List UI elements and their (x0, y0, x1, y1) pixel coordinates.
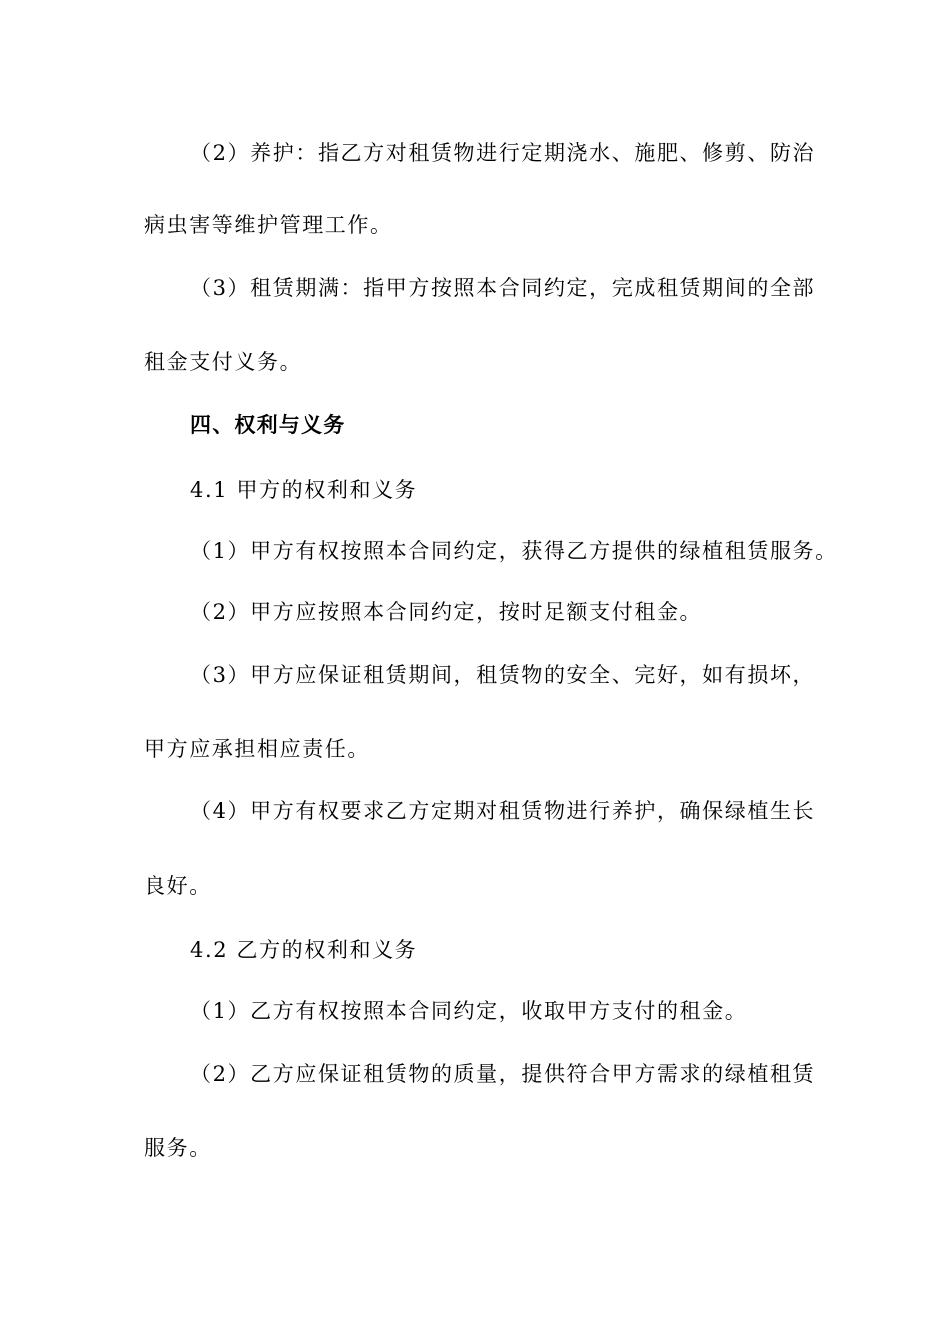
party-b-clause-2-cont: 服务。 (144, 1136, 212, 1160)
party-b-clause-2: （2）乙方应保证租赁物的质量，提供符合甲方需求的绿植租赁 (190, 1062, 816, 1086)
paragraph-maintenance-definition: （2）养护：指乙方对租赁物进行定期浇水、施肥、修剪、防治 (190, 141, 816, 165)
subsection-heading-party-b: 4.2 乙方的权利和义务 (190, 938, 418, 962)
paragraph-maintenance-definition-cont: 病虫害等维护管理工作。 (144, 213, 393, 237)
paragraph-lease-expiry-definition: （3）租赁期满：指甲方按照本合同约定，完成租赁期间的全部 (190, 276, 816, 300)
party-b-clause-1: （1）乙方有权按照本合同约定，收取甲方支付的租金。 (190, 999, 748, 1023)
party-a-clause-4-cont: 良好。 (144, 874, 212, 898)
party-a-clause-1: （1）甲方有权按照本合同约定，获得乙方提供的绿植租赁服务。 (190, 539, 838, 563)
party-a-clause-3-cont: 甲方应承担相应责任。 (144, 737, 370, 761)
paragraph-lease-expiry-definition-cont: 租金支付义务。 (144, 350, 303, 374)
party-a-clause-2: （2）甲方应按照本合同约定，按时足额支付租金。 (190, 600, 703, 624)
subsection-heading-party-a: 4.1 甲方的权利和义务 (190, 478, 418, 502)
section-heading-rights-obligations: 四、权利与义务 (190, 413, 346, 437)
party-a-clause-3: （3）甲方应保证租赁期间，租赁物的安全、完好，如有损坏， (190, 663, 816, 687)
party-a-clause-4: （4）甲方有权要求乙方定期对租赁物进行养护，确保绿植生长 (190, 799, 816, 823)
